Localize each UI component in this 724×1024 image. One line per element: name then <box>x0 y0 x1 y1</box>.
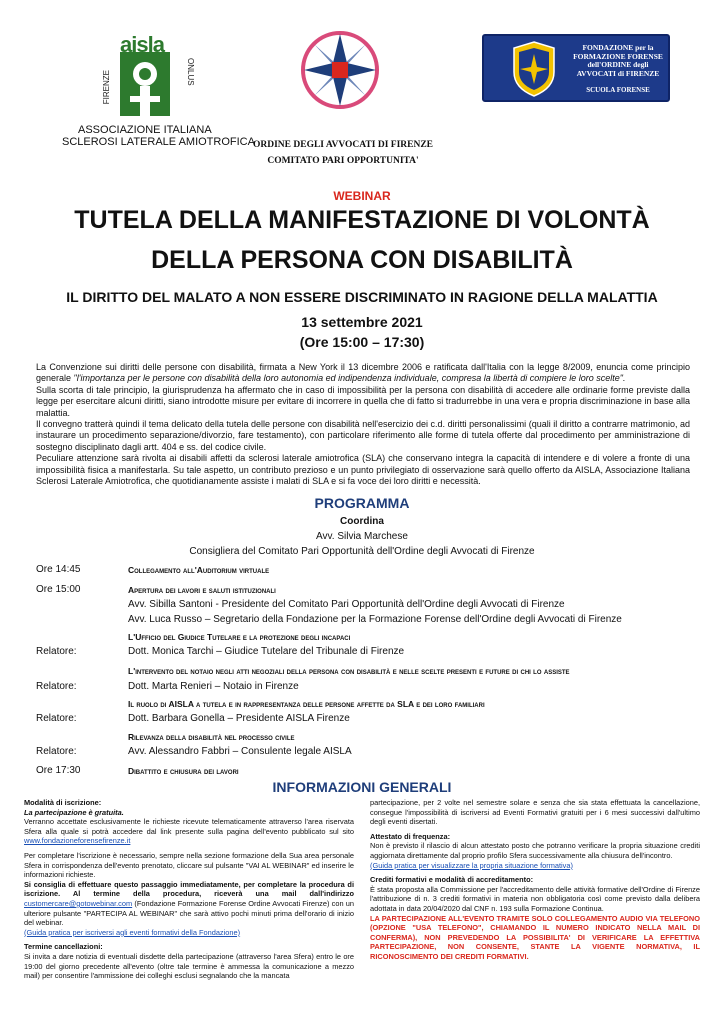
event-time: (Ore 15:00 – 17:30) <box>299 334 425 350</box>
aisla-line2: SCLEROSI LATERALE AMIOTROFICA <box>62 136 255 148</box>
aisla-wordmark: aisla <box>120 32 164 57</box>
credits-heading: Crediti formativi e modalità di accreditamento: <box>370 875 534 885</box>
session-heading: Rilevanza della disabilità nel processo civile <box>128 732 295 742</box>
fondazione-logo <box>482 34 670 102</box>
session-heading: Collegamento all'Auditorium virtuale <box>128 565 270 575</box>
speaker: Dott. Marta Renieri – Notaio in Firenze <box>128 681 299 692</box>
registration-heading: Modalità di iscrizione: <box>24 798 102 807</box>
session-heading: Dibattito e chiusura dei lavori <box>128 766 239 776</box>
info-right-column: partecipazione, per 2 volte nel semestre solare e senza che sia stata effettuata la cancellazione, consegue l'impossibilità di iscriversi ad Eventi Formativi gratuiti per i 6 mesi successivi dall'ultimo degli eventi disertati. Attestato di frequenza: Non è previsto il rilascio di alcun attestato posto che potranno verificare la propria situazione crediti aggiornata direttamente dal proprio profilo Sfera successivamente alla chiusura dell'incontro. (Guida pratica per visualizzare la propria situazione formativa) Crediti formativi e modalità di accreditamento: È stata proposta alla Commissione per l'accreditamento delle attività formative dell'Ordine di Firenze l'attribuzione di n. 3 crediti formativi in materia non obbligatoria così come previsto dalla delibera adottata in data 20/04/2020 dal CNF n. 193 sulla Formazione Continua. LA PARTECIPAZIONE ALL'EVENTO TRAMITE SOLO COLLEGAMENTO AUDIO VIA TELEFONO (OPZIONE "USA TELEFONO", CHIAMANDO IL NUMERO INDICATO NELLA MAIL DI CONFERMA), NON PREVEDENDO LA POSSIBILITA' DI VERIFICARE LA EFFETTIVA PARTECIPAZIONE, NON CONSENTE, STANTE LA VIGENTE NORMATIVA, IL RICONOSCIMENTO DEI CREDITI FORMATIVI. <box>370 798 700 961</box>
aisla-side-right: ONLUS <box>186 58 195 86</box>
time-1500: Ore 15:00 <box>36 584 81 595</box>
time-1730: Ore 17:30 <box>36 765 81 776</box>
customercare-email-link[interactable]: customercare@gotowebinar.com <box>24 898 133 908</box>
shield-star-icon <box>510 40 558 98</box>
time-1445: Ore 14:45 <box>36 564 81 575</box>
ordine-committee: COMITATO PARI OPPORTUNITA' <box>267 156 419 166</box>
speaker: Dott. Monica Tarchi – Giudice Tutelare del Tribunale di Firenze <box>128 646 405 657</box>
registration-guide-link[interactable]: (Guida pratica per iscriversi agli eventi formativi della Fondazione) <box>24 927 241 937</box>
session-heading: L'intervento del notaio negli atti negoziali della persona con disabilità e nelle scelte presenti e future di chi lo assiste <box>128 666 570 676</box>
speaker: Dott. Barbara Gonella – Presidente AISLA Firenze <box>128 713 350 724</box>
title-line2: DELLA PERSONA CON DISABILITÀ <box>151 246 573 274</box>
coordinator-role: Consigliera del Comitato Pari Opportunità dell'Ordine degli Avvocati di Firenze <box>189 546 535 557</box>
session-heading: Apertura dei lavori e saluti istituzionali <box>128 585 276 595</box>
fondazione-name: FONDAZIONE per la FORMAZIONE FORENSE dell'ORDINE degli AVVOCATI di FIRENZE <box>573 43 663 78</box>
relatore-label: Relatore: <box>36 681 77 692</box>
free-participation: La partecipazione è gratuita. <box>24 807 124 817</box>
phone-only-warning: LA PARTECIPAZIONE ALL'EVENTO TRAMITE SOLO COLLEGAMENTO AUDIO VIA TELEFONO (OPZIONE "USA TELEFONO", CHIAMANDO IL NUMERO INDICATO NELLA MAIL DI CONFERMA), NON PREVEDENDO LA POSSIBILITA' DI VERIFICARE LA EFFETTIVA PARTECIPAZIONE, NON CONSENTE, STANTE LA VIGENTE NORMATIVA, IL RICONOSCIMENTO DEI CREDITI FORMATIVI. <box>370 913 700 961</box>
speaker: Avv. Luca Russo – Segretario della Fondazione per la Formazione Forense dell'Ordine degli Avvocati di Firenze <box>128 614 622 625</box>
session-heading: Il ruolo di AISLA a tutela e in rappresentanza delle persone affette da SLA e dei loro familiari <box>128 699 485 709</box>
subtitle: IL DIRITTO DEL MALATO A NON ESSERE DISCRIMINATO IN RAGIONE DELLA MALATTIA <box>66 289 658 305</box>
relatore-label: Relatore: <box>36 713 77 724</box>
session-heading: L'Ufficio del Giudice Tutelare e la protezione degli incapaci <box>128 632 351 642</box>
fondazione-school: SCUOLA FORENSE <box>586 86 650 94</box>
aisla-line1: ASSOCIAZIONE ITALIANA <box>78 124 212 136</box>
info-left-column: Modalità di iscrizione: La partecipazione è gratuita. Verranno accettate esclusivamente le richieste ricevute telematicamente attraverso l'area riservata Sfera alla quale si potrà accedere dal link presente sulla pagina dell'evento pubblicato sul sito www.fondazioneforensefirenze.it Per completare l'iscrizione è necessario, sempre nella sezione formazione della Sua area personale Sfera in corrispondenza dell'evento prenotato, cliccare sul pulsante "VAI AL WEBINAR" ed inserire le informazioni richieste. Si consiglia di effettuare questo passaggio immediatamente, per completare la procedura di iscrizione. Al termine della procedura, riceverà una mail dall'indirizzo customercare@gotowebinar.com (Fondazione Formazione Forense Ordine Avvocati Firenze) con un ulteriore pulsante "PARTECIPA AL WEBINAR" che sarà attivo pochi minuti prima dell'orario di inizio del webinar. (Guida pratica per iscriversi agli eventi formativi della Fondazione) Termine cancellazioni: Si invita a dare notizia di eventuali disdette della partecipazione (attraverso l'area Sfera) entro le ore 19:00 del giorno precedente all'evento (oltre tale termine è ammessa la comunicazione a mezzo mail) per consentire l'ammissione dei colleghi esclusi segnalando che la mancata <box>24 798 354 981</box>
relatore-label: Relatore: <box>36 646 77 657</box>
cancellation-heading: Termine cancellazioni: <box>24 942 103 952</box>
speaker: Avv. Alessandro Fabbri – Consulente legale AISLA <box>128 746 352 757</box>
training-status-guide-link[interactable]: (Guida pratica per visualizzare la propria situazione formativa) <box>370 860 573 870</box>
programma-heading: PROGRAMMA <box>314 495 410 511</box>
ordine-name: ORDINE DEGLI AVVOCATI DI FIRENZE <box>253 140 433 150</box>
fondazione-website-link[interactable]: www.fondazioneforensefirenze.it <box>24 836 131 846</box>
compass-rose-icon <box>300 30 380 110</box>
relatore-label: Relatore: <box>36 746 77 757</box>
speaker: Avv. Sibilla Santoni - Presidente del Comitato Pari Opportunità dell'Ordine degli Avvocati di Firenze <box>128 599 565 610</box>
attendance-heading: Attestato di frequenza: <box>370 831 451 841</box>
event-date: 13 settembre 2021 <box>301 314 423 330</box>
info-heading: INFORMAZIONI GENERALI <box>272 779 452 795</box>
aisla-logo <box>58 30 255 148</box>
title-line1: TUTELA DELLA MANIFESTAZIONE DI VOLONTÀ <box>74 206 650 234</box>
coordinator-name: Avv. Silvia Marchese <box>316 531 408 542</box>
aisla-side-left: FIRENZE <box>102 70 111 105</box>
coordina-label: Coordina <box>340 516 384 527</box>
intro-text: La Convenzione sui diritti delle persone con disabilità, firmata a New York il 13 dicembre 2006 e ratificata dall'Italia con la legge 8/2009, enuncia come principio generale "l'importanza per le persone con disabilità della loro autonomia ed indipendenza individuale, compresa la libertà di compiere le loro scelte". Sulla scorta di tale principio, la giurisprudenza ha affermato che in caso di impossibilità per la persona con disabilità di accedere alle ordinarie forme previste dalla legge per esercitare alcuni diritti, siano introdotte misure per evitare di incorrere in quella che di fatto si tradurrebbe in una vera e propria discriminazione in base alla malattia. Il convegno tratterà quindi il tema delicato della tutela delle persone con disabilità nell'esercizio dei c.d. diritti personalissimi (quali il diritto a contrarre matrimonio, ad instaurare un procedimento separazione/divorzio, fare testamento), con particolare riferimento alle forme di tutela offerte dal procedimento per amministrazione di sostegno disciplinato dagli artt. 404 e ss. del codice civile. Peculiare attenzione sarà rivolta ai disabili affetti da sclerosi laterale amiotrofica (SLA) che conservano integra la capacità di intendere e di volere a fronte di una impossibilità fisica a manifestarla. Su tale aspetto, un contributo prezioso e un punto privilegiato di osservazione sarà quello offerto da AISLA, Associazione Italiana Sclerosi Laterale Amiotrofica, che quotidianamente assiste i malati di SLA e si fa voce dei loro diritti e necessità. <box>36 362 690 487</box>
webinar-label: WEBINAR <box>333 189 391 203</box>
